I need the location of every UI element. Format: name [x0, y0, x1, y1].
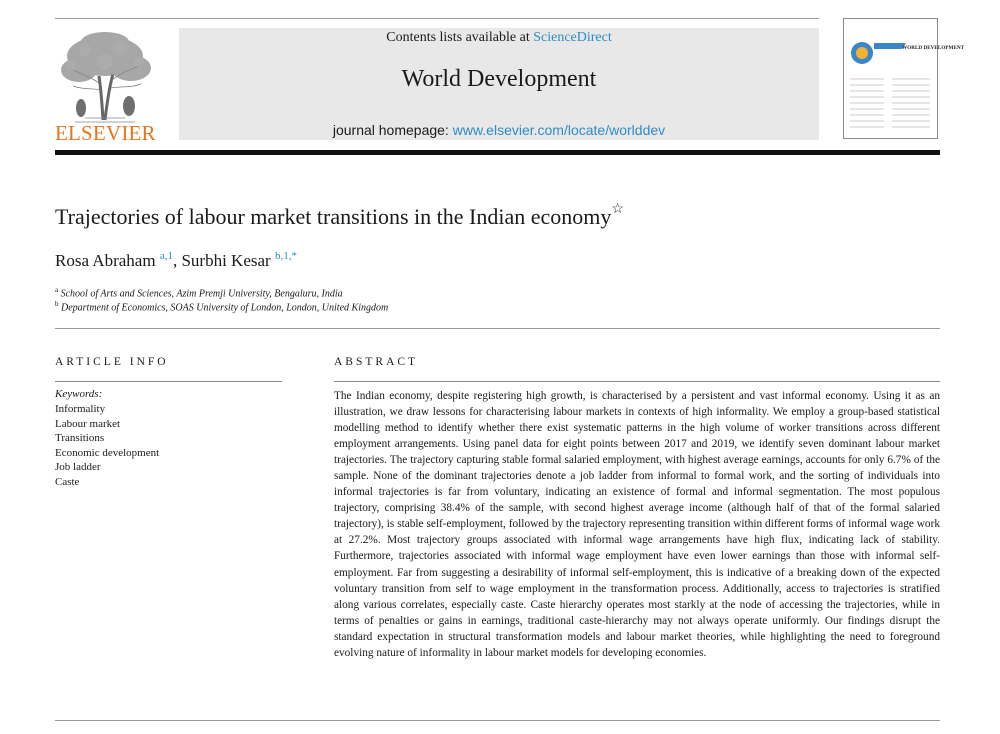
- keyword-item: Job ladder: [55, 461, 101, 473]
- affiliation: [55, 286, 343, 299]
- sciencedirect-link[interactable]: ScienceDirect: [533, 30, 612, 45]
- keyword-item: Labour market: [55, 417, 121, 430]
- bottom-rule: [55, 720, 940, 721]
- author-separator: ,: [172, 251, 182, 270]
- keyword-item: Caste: [55, 475, 80, 488]
- affiliation-text: Department of Economics, SOAS University of London, London, United Kingdom: [61, 302, 389, 314]
- affiliation: [55, 300, 388, 313]
- article-title-text: Trajectories of labour market transitions in the Indian economy: [55, 204, 612, 229]
- contents-line: [179, 30, 819, 46]
- journal-title: World Development: [401, 66, 597, 92]
- keyword-item: Economic development: [55, 446, 160, 459]
- homepage-link[interactable]: www.elsevier.com/locate/worlddev: [452, 122, 666, 138]
- article-info-heading: ARTICLE INFO: [55, 356, 169, 368]
- journal-homepage-line: [179, 122, 819, 138]
- author-name[interactable]: Surbhi Kesar: [181, 251, 271, 270]
- cover-title: WORLD DEVELOPMENT: [902, 45, 965, 51]
- affiliation-mark: b: [55, 300, 59, 308]
- author-list: [55, 251, 297, 271]
- keywords-label: Keywords:: [55, 388, 103, 400]
- author-affiliation-marks[interactable]: a,1: [159, 250, 173, 262]
- affiliation-mark: a: [55, 286, 59, 294]
- author-name[interactable]: Rosa Abraham: [55, 251, 156, 270]
- header-thick-rule: [55, 150, 940, 155]
- affiliation-text: School of Arts and Sciences, Azim Premji University, Bengaluru, India: [60, 288, 343, 300]
- abstract-rule: [334, 381, 940, 382]
- keyword-item: Informality: [55, 403, 106, 415]
- keyword-item: Transitions: [55, 432, 105, 444]
- title-footnote-mark[interactable]: ☆: [611, 202, 624, 217]
- contents-prefix: Contents lists available at: [386, 30, 534, 45]
- publisher-wordmark: ELSEVIER: [55, 121, 156, 145]
- article-info-rule: [55, 381, 282, 382]
- abstract-text: The Indian economy, despite registering high growth, is characterised by a persistent and vast informal economy. Using it as an illustration, we draw lessons for characterising labour markets in contexts of high informality. We employ a group-based statistical modelling method to identify whether there exist systematic patterns in the high volume of worker transitions across different employment arrangements. Using panel data for eight points between 2017 and 2019, we identify seven dominant labour market trajectories. The trajectory capturing stable formal salaried employment, with highest average earnings, accounts for only 6.7% of the sample. None of the dominant trajectories denote a job ladder from informal to formal work, and the sorting of individuals into informal trajectories is far from voluntary, indicating an existence of formal and informal segmentation. The most populous trajectory, comprising 38.4% of the sample, with second highest average income (although half of that of the formal salaried trajectory), is stable self-employment, followed by the trajectory representing transition within different forms of informal wage work at 27.2%. Most trajectory groups associated with informal wage arrangements have high flux, indicating lack of stability. Furthermore, trajectories associated with informal wage employment have even lower earnings than those with informal self-employment. Far from suggesting a desirability of informal self-employment, this is indicative of a breaking down of the expected voluntary transition from self to wage employment in the transformation process. Additionally, access to trajectories is stratified along various correlates, especially caste. Caste hierarchy operates most starkly at the node of accessing the trajectories, while in terms of penalties or gains in earnings, traditional caste-hierarchy may not always operate uniformly. Our findings disrupt the standard expectation in structural transformation models and labour market theories, while highlighting the need to foreground evolving nature of informality in labour market models for developing economies.: [334, 390, 940, 659]
- article-title: [55, 204, 624, 230]
- cover-artwork: [844, 19, 965, 138]
- journal-cover-thumbnail: [843, 18, 965, 139]
- abstract-heading: ABSTRACT: [334, 356, 419, 368]
- header-top-rule: [55, 18, 819, 19]
- author-affiliation-marks[interactable]: b,1,*: [274, 250, 297, 262]
- section-divider: [55, 328, 940, 329]
- keyword-list: [55, 402, 159, 489]
- homepage-prefix: journal homepage:: [332, 122, 453, 138]
